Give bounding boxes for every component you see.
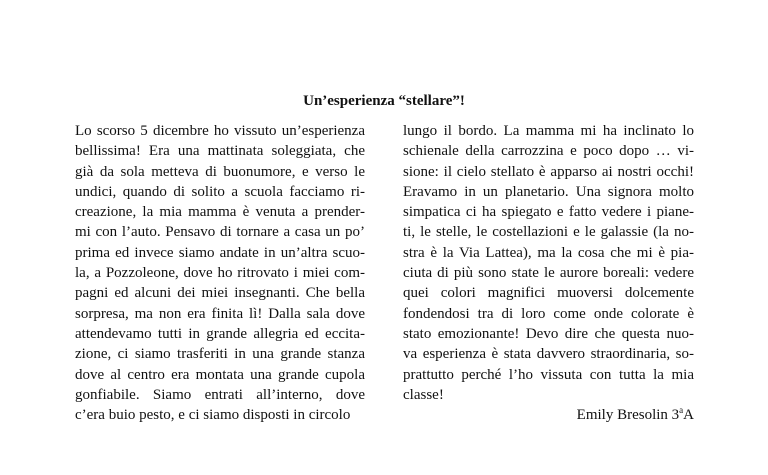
text-line: Lo scorso 5 dicembre ho vissuto un’esperienza	[75, 123, 365, 139]
text-line: c’era buio pesto, e ci siamo disposti in circolo	[75, 407, 351, 424]
text-line: va esperienza è stata davvero straordinaria, so-	[403, 346, 694, 363]
text-line: sorpresa, ma non era finita lì! Dalla sala dove	[75, 305, 365, 322]
left-text-column	[75, 121, 365, 425]
text-line: simpatica ci ha spiegato e fatto vedere i piane-	[403, 204, 694, 221]
text-line: creazione, la mia mamma è venuta a prender-	[75, 204, 365, 221]
text-line: dove al centro era montata una grande cupola	[75, 366, 365, 383]
text-line: fondendosi tra di loro come onde colorate è	[403, 305, 694, 322]
text-line: classe!	[403, 386, 444, 403]
text-line: quei colori magnifici muoversi dolcemente	[403, 285, 694, 302]
text-line: bellissima! Era una mattinata soleggiata, che	[75, 143, 365, 160]
text-line: undici, quando di solito a scuola facciamo ri-	[75, 183, 365, 200]
text-line: gonfiabile. Siamo entrati all’interno, dove	[75, 386, 365, 403]
text-line: ciuta di più sono state le aurore boreali: vedere	[403, 265, 694, 282]
article-title: Un’esperienza “stellare”!	[303, 93, 465, 109]
text-line: sione: il cielo stellato è apparso ai nostri occhi!	[403, 163, 694, 180]
author-signature	[403, 405, 694, 425]
text-line: prima ed invece siamo andate in un’altra scuo-	[75, 244, 365, 261]
text-line: prattutto perché l’ho vissuta con tutta la mia	[403, 366, 694, 383]
text-line: già da sola metteva di buonumore, e verso le	[75, 163, 365, 180]
signature-superscript: a	[679, 405, 684, 416]
text-line: pagni ed alcuni dei miei insegnanti. Che bella	[75, 285, 365, 302]
text-line: mi con l’auto. Pensavo di tornare a casa un po’	[75, 224, 365, 241]
text-line: stato emozionante! Devo dire che questa nuo-	[403, 325, 694, 342]
text-line: lungo il bordo. La mamma mi ha inclinato lo	[403, 123, 694, 139]
text-line: attendevamo tutti in grande allegria ed eccita-	[75, 325, 365, 342]
signature-name: Emily Bresolin 3	[576, 407, 680, 424]
signature-class-letter: A	[683, 407, 694, 424]
right-text-column	[403, 121, 694, 425]
text-line: Eravamo in un planetario. Una signora molto	[403, 183, 694, 200]
text-line: schienale della carrozzina e poco dopo … vi-	[403, 143, 694, 160]
text-line: stra è la Via Lattea), ma la cosa che mi è pia-	[403, 244, 694, 261]
text-line: ti, le stelle, le costellazioni e le galassie (la no-	[403, 224, 694, 241]
text-line: zione, ci siamo trasferiti in una grande stanza	[75, 346, 365, 363]
text-line: la, a Pozzoleone, dove ho ritrovato i miei com-	[75, 265, 365, 282]
